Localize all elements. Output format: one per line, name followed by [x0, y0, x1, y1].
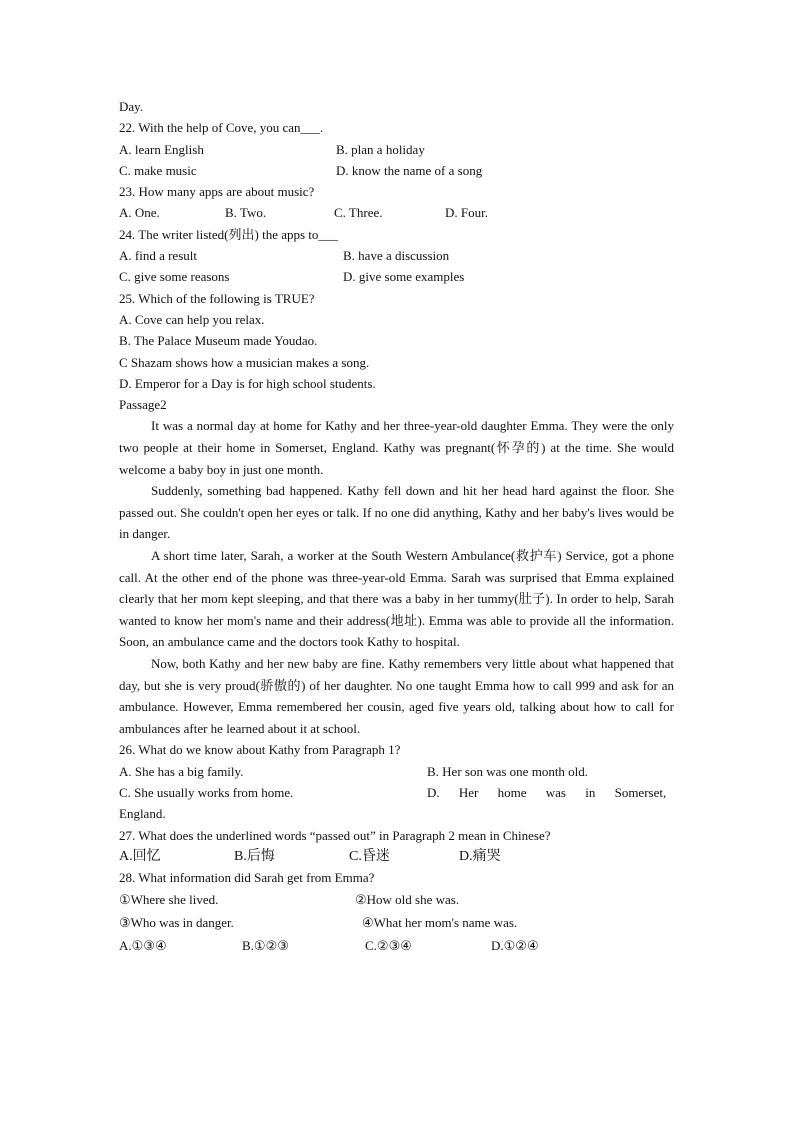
passage-paragraph-1: It was a normal day at home for Kathy and her three-year-old daughter Emma. They were the only two people at their home in Somerset, England. Kathy was pregnant(怀孕的) at the time. She would welcome a baby boy in just one month.	[119, 418, 674, 477]
option-25-b: B. The Palace Museum made Youdao.	[119, 333, 318, 349]
question-28: 28. What information did Sarah get from Emma?	[119, 870, 375, 886]
option-26-a: A. She has a big family.	[119, 763, 244, 779]
option-26-d: D. Her home was in Somerset,	[427, 784, 667, 800]
question-23-options	[119, 202, 674, 223]
option-27-a: A.回忆	[119, 848, 161, 864]
question-23: 23. How many apps are about music?	[119, 184, 315, 200]
option-26-c: C. She usually works from home.	[119, 784, 294, 800]
option-25-c: C Shazam shows how a musician makes a song.	[119, 354, 370, 370]
option-23-a: A. One.	[119, 205, 160, 221]
item-28-2: ②How old she was.	[355, 892, 460, 908]
question-27: 27. What does the underlined words “passed out” in Paragraph 2 mean in Chinese?	[119, 827, 551, 843]
question-28-options	[119, 934, 674, 958]
option-25-a: A. Cove can help you relax.	[119, 311, 265, 327]
item-28-1: ①Where she lived.	[119, 892, 219, 908]
question-26-options-row-2	[119, 782, 674, 803]
option-23-b: B. Two.	[225, 205, 267, 221]
question-28-items-row-2	[119, 911, 674, 934]
question-26: 26. What do we know about Kathy from Paragraph 1?	[119, 742, 401, 758]
option-23-d: D. Four.	[445, 205, 488, 221]
passage-paragraph-2: Suddenly, something bad happened. Kathy fell down and hit her head hard against the floor. She passed out. She couldn't open her eyes or talk. If no one did anything, Kathy and her baby's lives would be in danger.	[119, 483, 674, 542]
question-28-items-row-1	[119, 888, 674, 911]
option-24-b: B. have a discussion	[343, 248, 450, 264]
option-24-c: C. give some reasons	[119, 269, 230, 285]
question-24: 24. The writer listed(列出) the apps to___	[119, 226, 338, 242]
option-27-b: B.后悔	[234, 848, 275, 864]
option-24-a: A. find a result	[119, 248, 197, 264]
question-24-options-row-1	[119, 245, 674, 266]
passage-paragraph-3: A short time later, Sarah, a worker at the South Western Ambulance(救护车) Service, got a phone call. At the other end of the phone was three-year-old Emma. Sarah was surprised that Emma explained clearly that her mom kept sleeping, and that there was a baby in her tummy(肚子). In order to help, Sarah wanted to know her mom's name and their address(地址). Emma was able to provide all the information. Soon, an ambulance came and the doctors took Kathy to hospital.	[119, 548, 674, 650]
option-27-c: C.昏迷	[349, 848, 390, 864]
question-22-options-row-1	[119, 139, 674, 160]
option-22-a: A. learn English	[119, 141, 204, 157]
option-28-a: A.①③④	[119, 938, 167, 954]
option-26-d-continued: England.	[119, 806, 166, 822]
passage-paragraph-4: Now, both Kathy and her new baby are fine. Kathy remembers very little about what happened that day, but she is very proud(骄傲的) of her daughter. No one taught Emma how to call 999 and ask for an ambulance. However, Emma remembered her cousin, aged five years old, talking about how to call for ambulances after he learned about it at school.	[119, 655, 674, 736]
question-22-options-row-2	[119, 160, 674, 181]
item-28-4: ④What her mom's name was.	[362, 915, 518, 931]
option-28-d: D.①②④	[491, 938, 539, 954]
question-25: 25. Which of the following is TRUE?	[119, 290, 315, 306]
option-22-b: B. plan a holiday	[336, 141, 425, 157]
option-24-d: D. give some examples	[343, 269, 465, 285]
option-23-c: C. Three.	[334, 205, 383, 221]
option-28-c: C.②③④	[365, 938, 412, 954]
item-28-3: ③Who was in danger.	[119, 915, 234, 931]
option-26-b: B. Her son was one month old.	[427, 763, 589, 779]
document-page	[119, 96, 674, 958]
option-25-d: D. Emperor for a Day is for high school students.	[119, 375, 376, 391]
option-22-d: D. know the name of a song	[336, 162, 483, 178]
question-27-options	[119, 846, 674, 867]
option-22-c: C. make music	[119, 162, 197, 178]
question-22: 22. With the help of Cove, you can___.	[119, 120, 324, 136]
previous-text-fragment: Day.	[119, 99, 144, 114]
option-28-b: B.①②③	[242, 938, 289, 954]
question-26-options-row-1	[119, 761, 674, 782]
option-27-d: D.痛哭	[459, 848, 501, 864]
passage-title: Passage2	[119, 397, 167, 413]
question-24-options-row-2	[119, 266, 674, 287]
